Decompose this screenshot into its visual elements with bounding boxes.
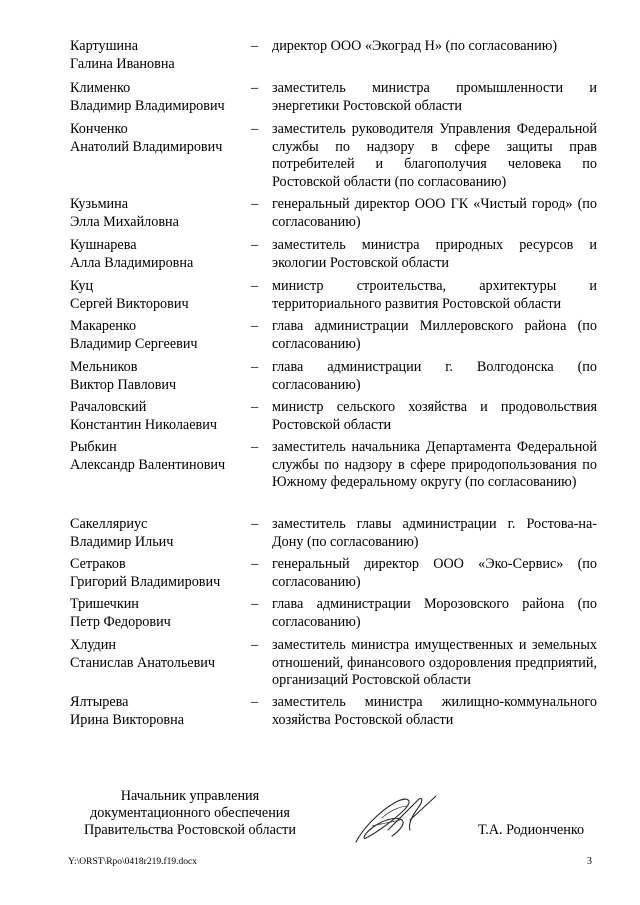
- signer-name: Т.А. Родионченко: [478, 822, 585, 838]
- dash-separator: –: [251, 637, 259, 653]
- member-given-names: Григорий Владимирович: [70, 573, 221, 590]
- member-surname: Куц: [70, 278, 94, 294]
- member-role: глава администрации г. Волгодонска (по согласованию): [272, 359, 597, 393]
- member-role: глава администрации Морозовского района (по согласованию): [272, 596, 597, 630]
- dash-separator: –: [251, 694, 259, 710]
- member-name: [70, 318, 250, 353]
- member-name: [70, 278, 250, 313]
- member-surname: Картушина: [70, 38, 138, 54]
- member-name: [70, 556, 250, 591]
- member-role: глава администрации Миллеровского района (по согласованию): [272, 318, 597, 352]
- member-surname: Кузьмина: [70, 196, 129, 212]
- member-given-names: Петр Федорович: [70, 613, 171, 630]
- member-surname: Клименко: [70, 80, 131, 96]
- member-given-names: Элла Михайловна: [70, 213, 179, 230]
- dash-separator: –: [251, 237, 259, 253]
- member-surname: Мельников: [70, 359, 138, 375]
- member-surname: Сетраков: [70, 556, 126, 572]
- page-number: 3: [587, 856, 592, 867]
- file-path: Y:\ORST\Rpo\0418r219.f19.docx: [68, 857, 197, 867]
- member-surname: Хлудин: [70, 637, 116, 653]
- dash-separator: –: [251, 556, 259, 572]
- member-given-names: Владимир Сергеевич: [70, 335, 198, 352]
- member-name: [70, 439, 250, 474]
- member-name: [70, 694, 250, 729]
- member-surname: Кушнарева: [70, 237, 137, 253]
- dash-separator: –: [251, 38, 259, 54]
- member-surname: Макаренко: [70, 318, 137, 334]
- dash-separator: –: [251, 121, 259, 137]
- member-name: [70, 80, 250, 115]
- dash-separator: –: [251, 318, 259, 334]
- member-role: заместитель руководителя Управления Федеральной службы по надзору в сфере защиты прав потребителей и благополучия человека по Ростовской области (по согласованию): [272, 121, 597, 190]
- member-role: заместитель начальника Департамента Федеральной службы по надзору в сфере природопользования по Южному федеральному округу (по согласованию): [272, 439, 597, 491]
- member-role: заместитель министра имущественных и земельных отношений, финансового оздоровления предприятий, организаций Ростовской области: [272, 637, 597, 689]
- member-role: заместитель главы администрации г. Ростова-на-Дону (по согласованию): [272, 516, 597, 550]
- member-given-names: Виктор Павлович: [70, 376, 177, 393]
- dash-separator: –: [251, 439, 259, 455]
- dash-separator: –: [251, 196, 259, 212]
- handwritten-signature: [352, 790, 438, 848]
- member-name: [70, 359, 250, 394]
- member-name: [70, 399, 250, 434]
- member-given-names: Сергей Викторович: [70, 295, 189, 312]
- member-given-names: Владимир Ильич: [70, 533, 174, 550]
- member-name: [70, 121, 250, 156]
- dash-separator: –: [251, 278, 259, 294]
- member-surname: Сакелляриус: [70, 516, 148, 532]
- member-surname: Конченко: [70, 121, 128, 137]
- member-name: [70, 516, 250, 551]
- member-given-names: Анатолий Владимирович: [70, 138, 223, 155]
- signatory-title-line: документационного обеспечения: [90, 805, 290, 821]
- member-given-names: Константин Николаевич: [70, 416, 217, 433]
- member-role: генеральный директор ООО «Эко-Сервис» (по согласованию): [272, 556, 597, 590]
- member-name: [70, 196, 250, 231]
- dash-separator: –: [251, 80, 259, 96]
- member-given-names: Галина Ивановна: [70, 55, 175, 72]
- member-role: генеральный директор ООО ГК «Чистый город» (по согласованию): [272, 196, 597, 230]
- signatory-title-line: Правительства Ростовской области: [84, 822, 296, 838]
- member-surname: Тришечкин: [70, 596, 139, 612]
- dash-separator: –: [251, 516, 259, 532]
- dash-separator: –: [251, 359, 259, 375]
- member-given-names: Александр Валентинович: [70, 456, 226, 473]
- member-given-names: Алла Владимировна: [70, 254, 194, 271]
- member-role: министр сельского хозяйства и продовольствия Ростовской области: [272, 399, 597, 433]
- member-role: заместитель министра промышленности и энергетики Ростовской области: [272, 80, 597, 114]
- member-role: заместитель министра жилищно-коммунального хозяйства Ростовской области: [272, 694, 597, 728]
- member-given-names: Станислав Анатольевич: [70, 654, 216, 671]
- member-role: заместитель министра природных ресурсов и экологии Ростовской области: [272, 237, 597, 271]
- member-role: директор ООО «Экоград Н» (по согласованию): [272, 38, 558, 54]
- member-surname: Рачаловский: [70, 399, 147, 415]
- member-name: [70, 237, 250, 272]
- dash-separator: –: [251, 596, 259, 612]
- member-given-names: Ирина Викторовна: [70, 711, 185, 728]
- member-name: [70, 596, 250, 631]
- member-name: [70, 637, 250, 672]
- member-role: министр строительства, архитектуры и территориального развития Ростовской области: [272, 278, 597, 312]
- member-surname: Рыбкин: [70, 439, 117, 455]
- member-given-names: Владимир Владимирович: [70, 97, 225, 114]
- signatory-title-line: Начальник управления: [120, 788, 260, 804]
- signatory-title: [80, 788, 300, 839]
- dash-separator: –: [251, 399, 259, 415]
- member-surname: Ялтырева: [70, 694, 129, 710]
- member-name: [70, 38, 250, 73]
